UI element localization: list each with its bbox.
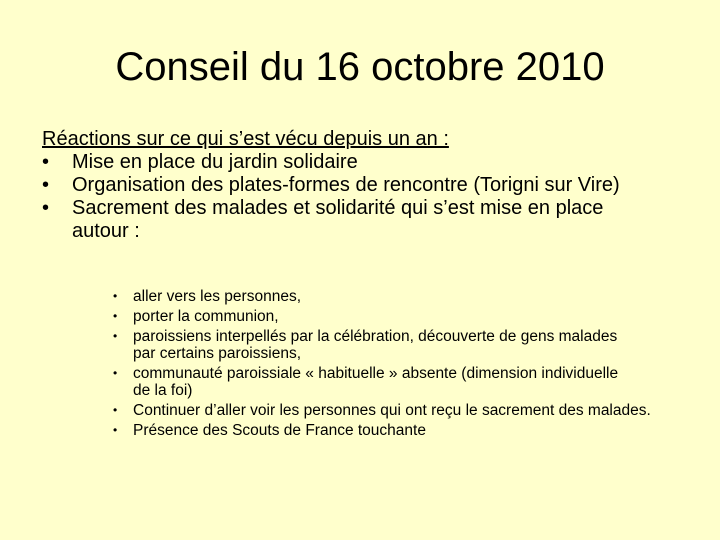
bullet-icon: •	[113, 403, 118, 417]
list-item	[42, 197, 692, 243]
sub-list-item	[113, 402, 673, 419]
main-bullet-list	[42, 151, 692, 243]
bullet-icon: •	[113, 366, 118, 380]
list-item	[42, 151, 692, 174]
sub-list-item	[113, 422, 673, 439]
bullet-icon: •	[42, 151, 50, 173]
sub-list-item	[113, 288, 673, 305]
bullet-icon: •	[113, 329, 118, 343]
sub-list-item	[113, 308, 673, 325]
list-item-text: Organisation des plates-formes de rencontre (Torigni sur Vire)	[72, 174, 620, 196]
list-item-text: Sacrement des malades et solidarité qui s’est mise en place autour :	[72, 197, 604, 242]
sub-list-item-text: porter la communion,	[133, 308, 279, 325]
sub-list-item-text: Continuer d’aller voir les personnes qui ont reçu le sacrement des malades.	[133, 402, 651, 419]
list-item	[42, 174, 692, 197]
sub-bullet-list	[113, 288, 673, 442]
bullet-icon: •	[42, 197, 50, 219]
sub-list-item	[113, 365, 673, 399]
bullet-icon: •	[113, 423, 118, 437]
sub-list-item	[113, 328, 673, 362]
bullet-icon: •	[42, 174, 50, 196]
sub-list-item-text: aller vers les personnes,	[133, 288, 301, 305]
intro-text: Réactions sur ce qui s’est vécu depuis un an :	[42, 128, 449, 150]
slide-title: Conseil du 16 octobre 2010	[115, 45, 605, 89]
slide-body	[42, 128, 692, 243]
bullet-icon: •	[113, 289, 118, 303]
sub-list-item-text: communauté paroissiale « habituelle » absente (dimension individuelle de la foi)	[133, 365, 619, 399]
sub-list-item-text: Présence des Scouts de France touchante	[133, 422, 426, 439]
list-item-text: Mise en place du jardin solidaire	[72, 151, 358, 173]
sub-list-item-text: paroissiens interpellés par la célébration, découverte de gens malades par certains paroissiens,	[133, 328, 618, 362]
bullet-icon: •	[113, 309, 118, 323]
